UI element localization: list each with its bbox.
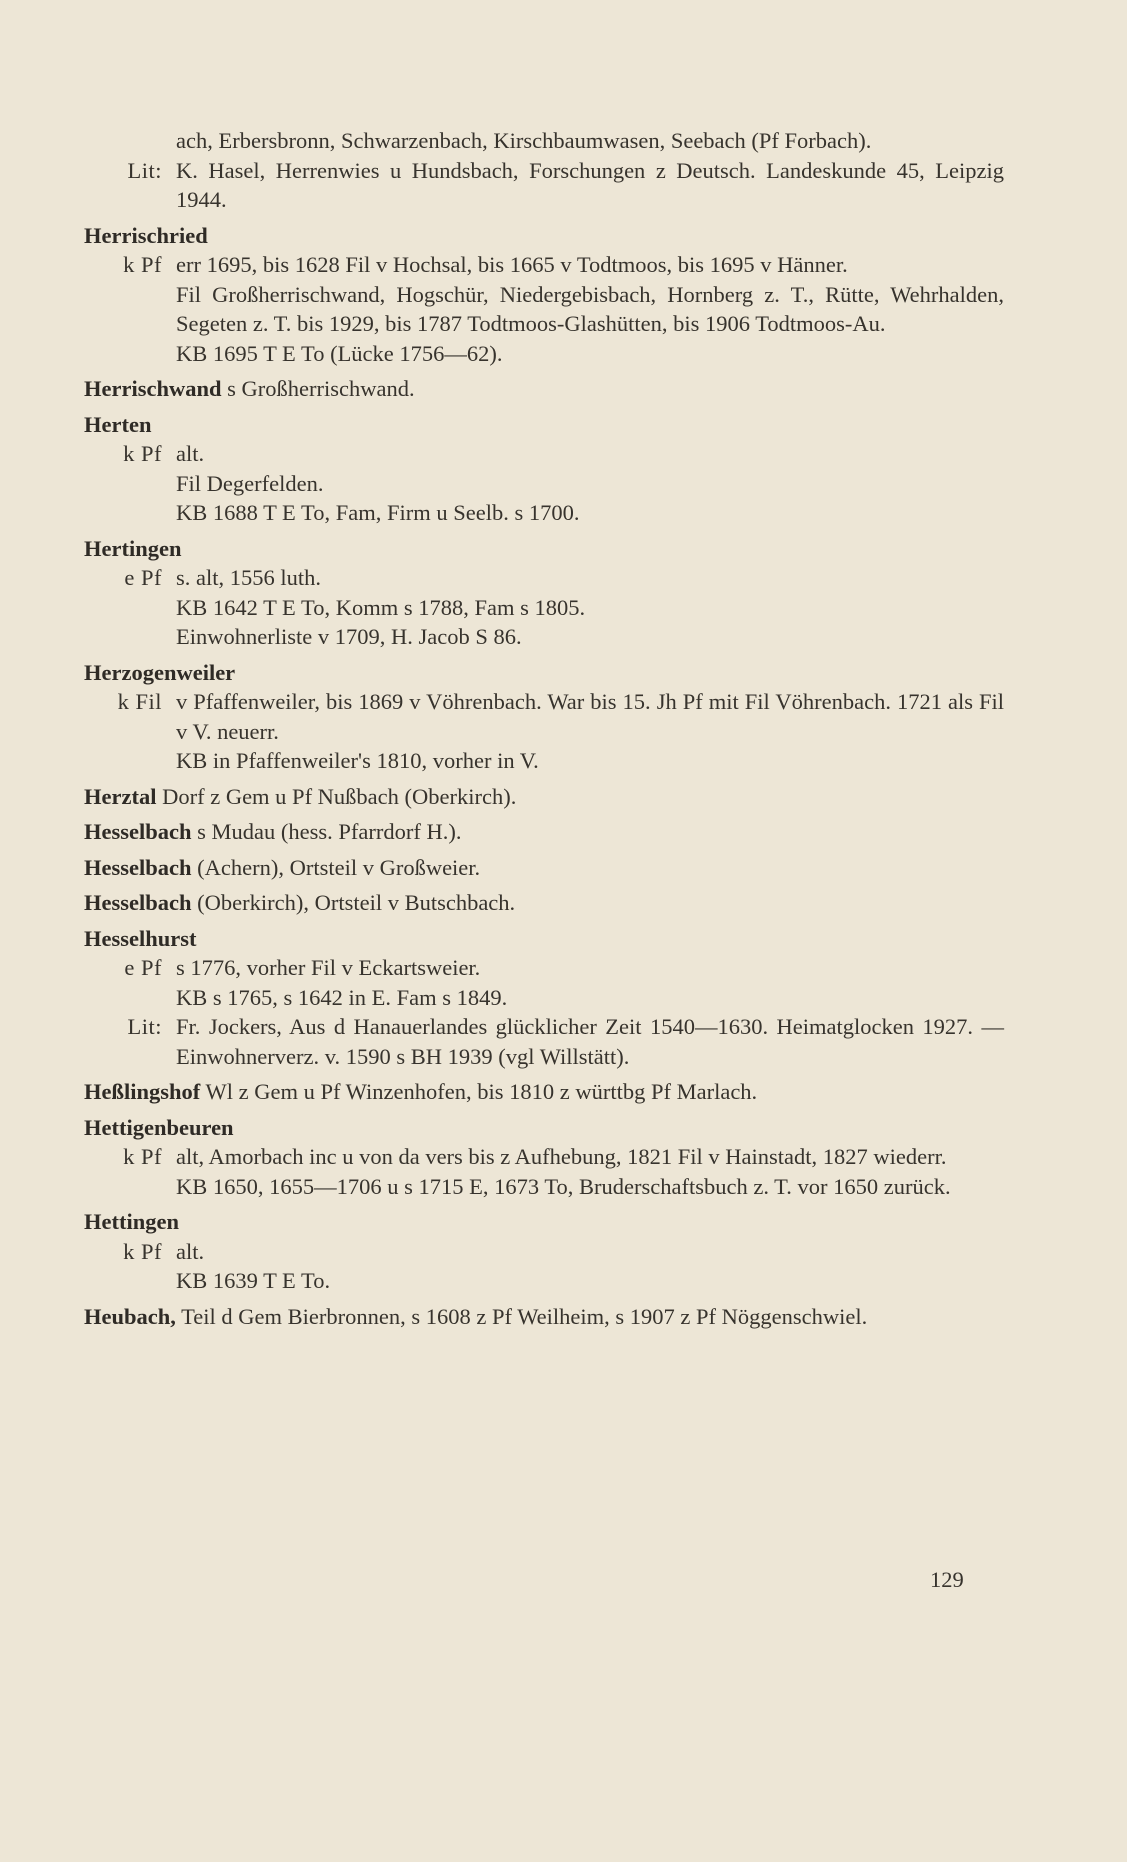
lit-label: Lit:	[127, 157, 162, 183]
entry-label: e Pf	[124, 955, 162, 980]
entry-heading: Hesselhurst	[84, 925, 197, 951]
entry-text: KB s 1765, s 1642 in E. Fam s 1849.	[176, 984, 508, 1010]
page-content	[84, 126, 1004, 1337]
entry-line	[84, 250, 1004, 280]
entry-label: k Pf	[123, 252, 162, 277]
entry-text: alt.	[176, 1238, 205, 1264]
entry-text: v Pfaffenweiler, bis 1869 v Vöhrenbach. War bis 15. Jh Pf mit Fil Vöhrenbach. 1721 als Fil v V. neuerr.	[176, 689, 1004, 744]
entry-text: Fil Degerfelden.	[176, 470, 324, 496]
entry-text: KB in Pfaffenweiler's 1810, vorher in V.	[176, 748, 539, 773]
entry-line	[84, 953, 1004, 983]
entry-line	[84, 687, 1004, 746]
entry-label: e Pf	[124, 565, 162, 590]
entry-text: Wl z Gem u Pf Winzenhofen, bis 1810 z württbg Pf Marlach.	[200, 1079, 758, 1104]
entry-text: err 1695, bis 1628 Fil v Hochsal, bis 1665 v Todtmoos, bis 1695 v Hänner.	[176, 252, 848, 277]
entry-text: Fil Großherrischwand, Hogschür, Niedergebisbach, Hornberg z. T., Rütte, Wehrhalden, Segeten z. T. bis 1929, bis 1787 Todtmoos-Glashütten, bis 1906 Todtmoos-Au.	[176, 281, 1004, 336]
entry-text: s. alt, 1556 luth.	[176, 565, 321, 590]
entry-label: k Fil	[117, 689, 162, 714]
entry-heading: Hesselbach	[84, 854, 192, 880]
entry-text: alt, Amorbach inc u von da vers bis z Aufhebung, 1821 Fil v Hainstadt, 1827 wiederr.	[176, 1144, 947, 1169]
lit-label: Lit:	[127, 1014, 162, 1039]
entry-heading: Hesselbach	[84, 890, 192, 915]
entry-line	[84, 1237, 1004, 1267]
entry-heading: Hesselbach	[84, 819, 192, 844]
entry-hesselhurst	[84, 924, 1004, 1072]
entry-heading: Hettingen	[84, 1209, 179, 1234]
entry-hesselbach-3	[84, 888, 1004, 918]
entry-text: s Mudau (hess. Pfarrdorf H.).	[191, 819, 462, 844]
entry-hettigenbeuren	[84, 1113, 1004, 1202]
entry-herztal	[84, 782, 1004, 812]
entry-text: KB 1688 T E To, Fam, Firm u Seelb. s 1700.	[176, 500, 580, 525]
entry-heading: Herrischwand	[84, 376, 222, 401]
entry-text: (Oberkirch), Ortsteil v Butschbach.	[191, 890, 516, 915]
entry-hettingen	[84, 1207, 1004, 1296]
entry-text: KB 1695 T E To (Lücke 1756—62).	[176, 340, 503, 366]
entry-text: Einwohnerliste v 1709, H. Jacob S 86.	[176, 624, 522, 649]
entry-herzogenweiler	[84, 658, 1004, 776]
entry-text: KB 1650, 1655—1706 u s 1715 E, 1673 To, Bruderschaftsbuch z. T. vor 1650 zurück.	[176, 1173, 951, 1199]
entry-label: k Pf	[123, 1144, 162, 1169]
entry-herrischried	[84, 221, 1004, 369]
entry-heading: Hertingen	[84, 535, 182, 561]
lit-text: Fr. Jockers, Aus d Hanauerlandes glücklicher Zeit 1540—1630. Heimatglocken 1927. — Einwohnerverz. v. 1590 s BH 1939 (vgl Willstätt).	[176, 1014, 1004, 1069]
entry-heading: Heßlingshof	[84, 1079, 201, 1104]
page-number: 129	[930, 1567, 964, 1592]
entry-heading: Herten	[84, 411, 152, 437]
entry-text: Teil d Gem Bierbronnen, s 1608 z Pf Weilheim, s 1907 z Pf Nöggenschwiel.	[175, 1303, 868, 1329]
entry-line	[84, 1142, 1004, 1172]
entry-herten	[84, 410, 1004, 528]
entry-text: KB 1642 T E To, Komm s 1788, Fam s 1805.	[176, 594, 586, 620]
entry-text: s 1776, vorher Fil v Eckartsweier.	[176, 955, 481, 980]
entry-label: k Pf	[123, 1238, 162, 1264]
entry-text: alt.	[176, 441, 205, 466]
entry-text: (Achern), Ortsteil v Großweier.	[191, 854, 481, 880]
entry-text: s Großherrischwand.	[221, 376, 415, 401]
entry-hesselbach-1	[84, 817, 1004, 847]
entry-heading: Herrischried	[84, 222, 208, 248]
lit-text: K. Hasel, Herrenwies u Hundsbach, Forschungen z Deutsch. Landeskunde 45, Leipzig 1944.	[176, 157, 1004, 212]
entry-heubach	[84, 1302, 1004, 1332]
entry-heading: Heubach,	[84, 1303, 176, 1329]
entry-line	[84, 563, 1004, 593]
entry-line	[84, 439, 1004, 469]
entry-text: Dorf z Gem u Pf Nußbach (Oberkirch).	[156, 783, 517, 809]
entry-hesslingshof	[84, 1077, 1004, 1107]
entry-hertingen	[84, 534, 1004, 652]
entry-heading: Herzogenweiler	[84, 659, 236, 685]
continuation-text: ach, Erbersbronn, Schwarzenbach, Kirschbaumwasen, Seebach (Pf Forbach).	[176, 128, 872, 153]
entry-heading: Herztal	[84, 783, 157, 809]
entry-text: KB 1639 T E To.	[176, 1268, 331, 1293]
lit-line	[84, 1012, 1004, 1071]
entry-label: k Pf	[123, 441, 162, 466]
entry-heading: Hettigenbeuren	[84, 1114, 234, 1140]
entry-hesselbach-2	[84, 853, 1004, 883]
lit-line	[84, 156, 1004, 215]
entry-herrischwand	[84, 374, 1004, 404]
continuation-block	[84, 126, 1004, 215]
